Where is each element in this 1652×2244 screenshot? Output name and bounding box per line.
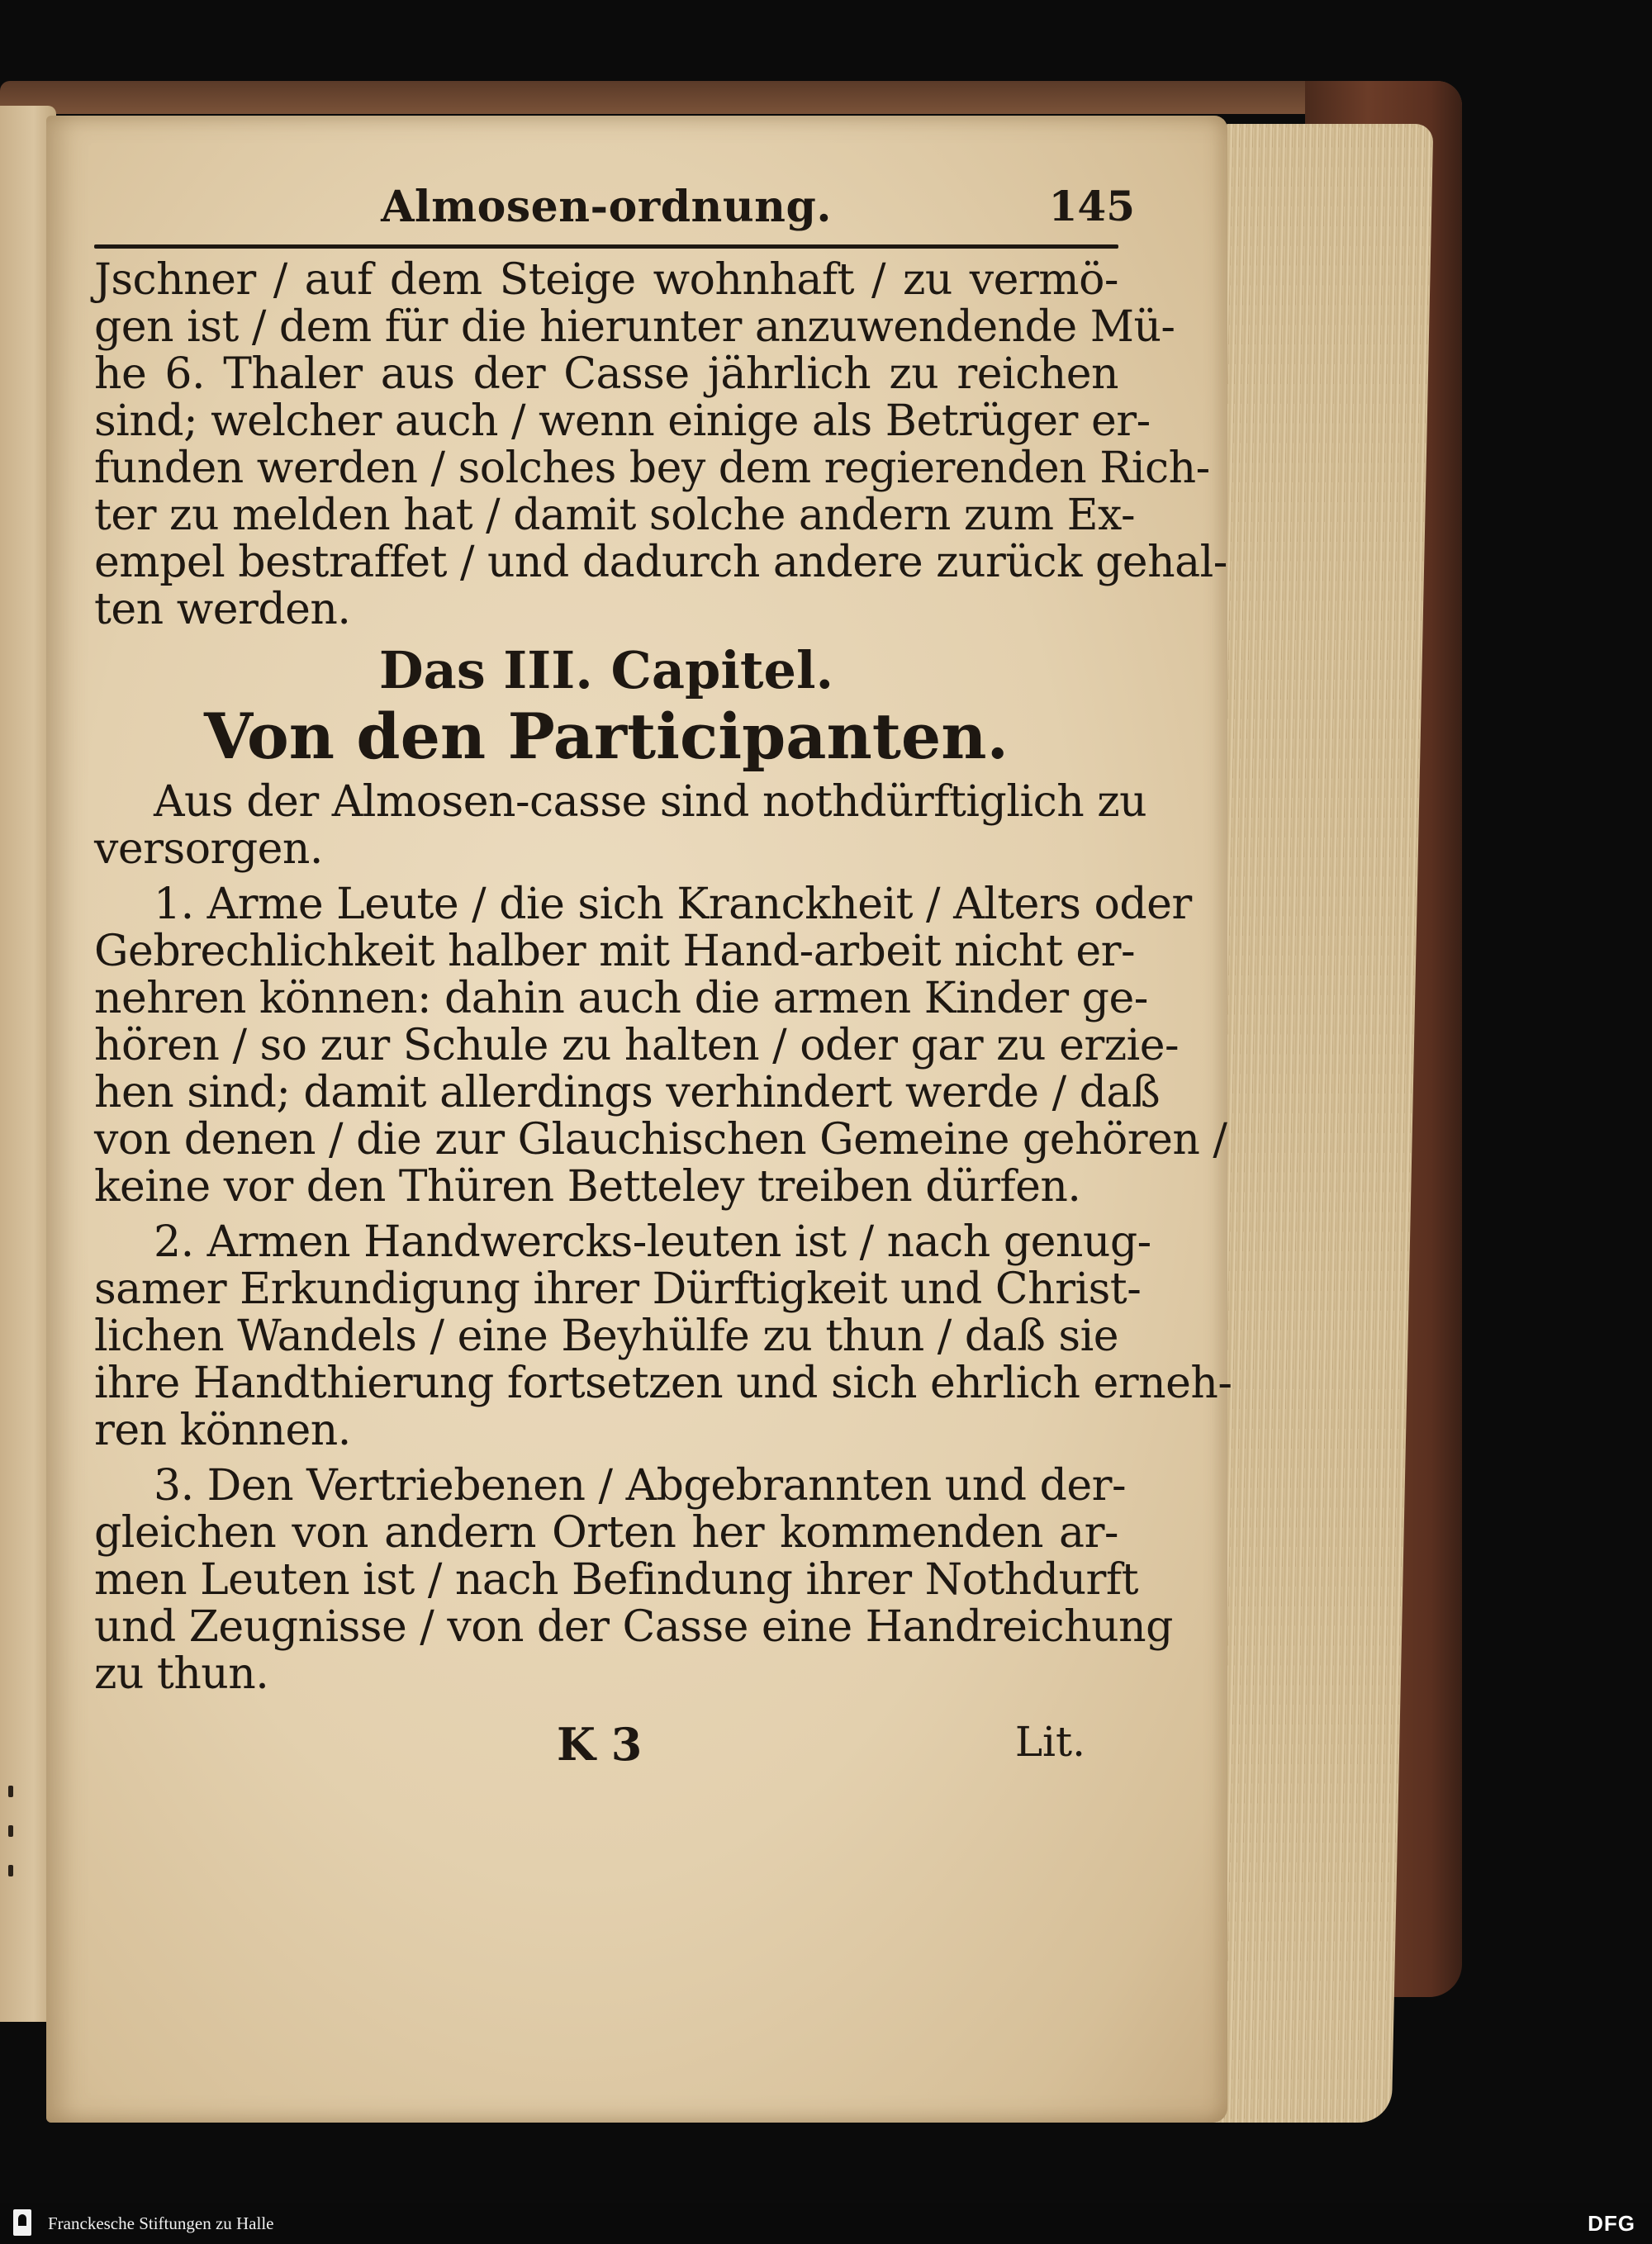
funder-logo-text: DFG xyxy=(1588,2211,1635,2236)
institution-name: Franckesche Stiftungen zu Halle xyxy=(48,2213,274,2233)
text-line: hören / so zur Schule zu halten / oder gar zu erzie- xyxy=(94,1021,1180,1070)
book-page xyxy=(46,116,1232,2123)
text-line: Jschner / auf dem Steige wohnhaft / zu vermö- xyxy=(94,255,1118,305)
text-line: sind; welcher auch / wenn einige als Betrüger er- xyxy=(94,396,1151,446)
text-line: versorgen. xyxy=(94,824,323,874)
signature-mark: K 3 xyxy=(557,1718,643,1771)
text-line: keine vor den Thüren Betteley treiben dürfen. xyxy=(94,1162,1081,1212)
institution-logo-icon xyxy=(13,2209,31,2236)
text-line: ren können. xyxy=(94,1406,351,1455)
paragraph-item-3 xyxy=(94,1461,1173,1699)
paragraph-continuation xyxy=(94,255,1227,634)
text-line: samer Erkundigung ihrer Dürftigkeit und Christ- xyxy=(94,1264,1142,1314)
text-line: Aus der Almosen-casse sind nothdürftiglich zu xyxy=(154,777,1147,827)
catchword: Lit. xyxy=(1014,1718,1085,1766)
text-line: von denen / die zur Glauchischen Gemeine gehören / xyxy=(94,1115,1227,1165)
text-line: men Leuten ist / nach Befindung ihrer Nothdurft xyxy=(94,1555,1139,1605)
running-head xyxy=(94,182,1135,240)
paragraph-intro xyxy=(94,777,1147,874)
text-line: hen sind; damit allerdings verhindert werde / daß xyxy=(94,1068,1161,1117)
text-line: gleichen von andern Orten her kommenden ar- xyxy=(94,1508,1118,1558)
book-cover-top xyxy=(0,81,1462,114)
text-line: 1. Arme Leute / die sich Kranckheit / Alters oder xyxy=(154,880,1192,929)
text-line: gen ist / dem für die hierunter anzuwendende Mü- xyxy=(94,302,1175,352)
chapter-subtitle: Von den Participanten. xyxy=(204,700,1009,773)
text-line: zu thun. xyxy=(94,1649,269,1699)
head-rule xyxy=(94,244,1118,249)
text-line: 3. Den Vertriebenen / Abgebrannten und der- xyxy=(154,1461,1127,1511)
text-line: 2. Armen Handwercks-leuten ist / nach genug- xyxy=(154,1217,1151,1267)
text-line: he 6. Thaler aus der Casse jährlich zu reichen xyxy=(94,349,1118,399)
running-head-title: Almosen-ordnung. xyxy=(381,182,832,232)
text-line: und Zeugnisse / von der Casse eine Handreichung xyxy=(94,1602,1173,1652)
text-line: Gebrechlichkeit halber mit Hand-arbeit nicht er- xyxy=(94,927,1136,976)
text-line: ten werden. xyxy=(94,585,351,634)
text-line: ihre Handthierung fortsetzen und sich ehrlich erneh- xyxy=(94,1359,1232,1408)
text-line: ter zu melden hat / damit solche andern zum Ex- xyxy=(94,491,1136,540)
left-page-ink-marks xyxy=(5,1758,21,2005)
page-foot xyxy=(94,1718,1118,1776)
page-number: 145 xyxy=(1048,182,1135,230)
page-text-block xyxy=(94,182,1232,1776)
text-line: empel bestraffet / und dadurch andere zurück gehal- xyxy=(94,538,1227,587)
credit-bar xyxy=(0,2203,1652,2244)
text-line: funden werden / solches bey dem regierenden Rich- xyxy=(94,444,1210,493)
paragraph-item-1 xyxy=(94,880,1227,1212)
chapter-title: Das III. Capitel. xyxy=(378,640,834,700)
text-line: lichen Wandels / eine Beyhülfe zu thun / daß sie xyxy=(94,1312,1118,1361)
paragraph-item-2 xyxy=(94,1217,1232,1455)
text-line: nehren können: dahin auch die armen Kinder ge- xyxy=(94,974,1148,1023)
